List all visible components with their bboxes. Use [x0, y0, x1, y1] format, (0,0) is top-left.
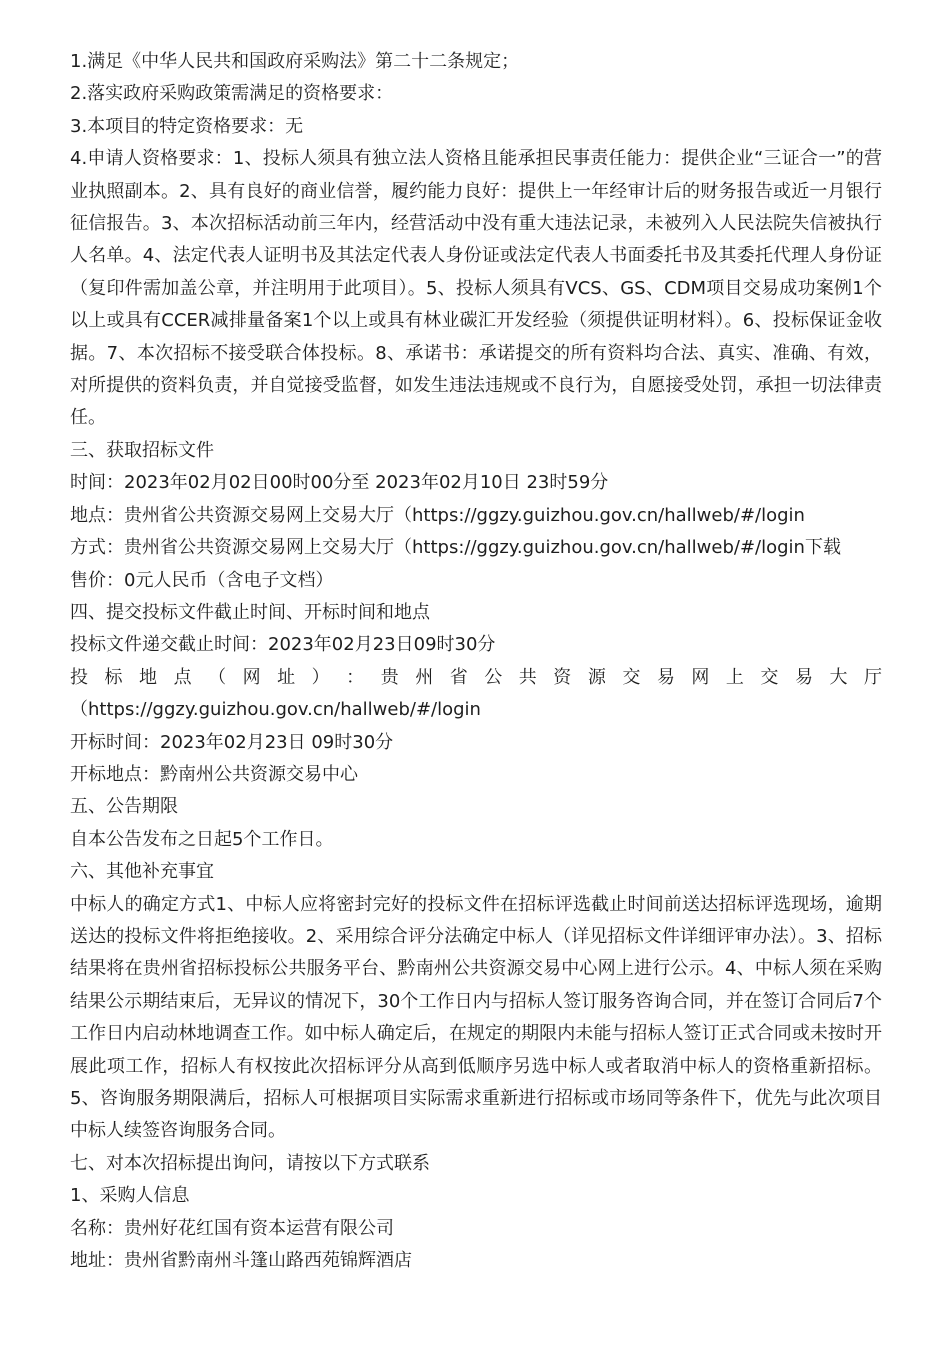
purchaser-address: 地址：贵州省黔南州斗篷山路西苑锦辉酒店 [70, 1250, 412, 1272]
section-4-heading: 四、提交投标文件截止时间、开标时间和地点 [70, 601, 430, 623]
submission-place-line-2: （https://ggzy.guizhou.gov.cn/hallweb/#/login [70, 699, 481, 721]
document-obtain-time: 时间：2023年02月02日00时00分至 2023年02月10日 23时59分 [70, 472, 609, 494]
bid-opening-place: 开标地点：黔南州公共资源交易中心 [70, 763, 358, 785]
section-7-heading: 七、对本次招标提出询问，请按以下方式联系 [70, 1152, 430, 1174]
requirement-item-2: 2.落实政府采购政策需满足的资格要求： [70, 83, 394, 105]
section-5-heading: 五、公告期限 [70, 796, 178, 818]
submission-deadline: 投标文件递交截止时间：2023年02月23日09时30分 [70, 634, 496, 656]
submission-place-line-1: 投 标 地 点 （ 网 址 ） ： 贵 州 省 公 共 资 源 交 易 网 上 交 易 大 厅 [70, 666, 882, 688]
purchaser-info-heading: 1、采购人信息 [70, 1185, 190, 1207]
requirement-item-4: 4.申请人资格要求：1、投标人须具有独立法人资格且能承担民事责任能力：提供企业“三证合一”的营业执照副本。2、具有良好的商业信誉，履约能力良好：提供上一年经审计后的财务报告或近一月银行征信报告。3、本次招标活动前三年内，经营活动中没有重大违法记录，未被列入人民法院失信被执行人名单。4、法定代表人证明书及其法定代表人身份证或法定代表人书面委托书及其委托代理人身份证（复印件需加盖公章，并注明用于此项目）。5、投标人须具有VCS、GS、CDM项目交易成功案例1个以上或具有CCER减排量备案1个以上或具有林业碳汇开发经验（须提供证明材料）。6、投标保证金收据。7、本次招标不接受联合体投标。8、承诺书：承诺提交的所有资料均合法、真实、准确、有效，对所提供的资料负责，并自觉接受监督，如发生违法违规或不良行为，自愿接受处罚，承担一切法律责任。 [70, 148, 882, 429]
requirement-item-1: 1.满足《中华人民共和国政府采购法》第二十二条规定； [70, 51, 520, 72]
section-6-heading: 六、其他补充事宜 [70, 861, 214, 883]
document-page [70, 46, 882, 1277]
document-obtain-method: 方式：贵州省公共资源交易网上交易大厅（https://ggzy.guizhou.gov.cn/hallweb/#/login下载 [70, 537, 841, 559]
purchaser-name: 名称：贵州好花红国有资本运营有限公司 [70, 1217, 394, 1239]
supplementary-matters: 中标人的确定方式1、中标人应将密封完好的投标文件在招标评选截止时间前送达招标评选现场，逾期送达的投标文件将拒绝接收。2、采用综合评分法确定中标人（详见招标文件详细评审办法）。3、招标结果将在贵州省招标投标公共服务平台、黔南州公共资源交易中心网上进行公示。4、中标人须在采购结果公示期结束后，无异议的情况下，30个工作日内与招标人签订服务咨询合同，并在签订合同后7个工作日内启动林地调查工作。如中标人确定后，在规定的期限内未能与招标人签订正式合同或未按时开展此项工作，招标人有权按此次招标评分从高到低顺序另选中标人或者取消中标人的资格重新招标。5、咨询服务期限满后，招标人可根据项目实际需求重新进行招标或市场同等条件下，优先与此次项目中标人续签咨询服务合同。 [70, 893, 882, 1142]
bid-opening-time: 开标时间：2023年02月23日 09时30分 [70, 731, 394, 753]
section-3-heading: 三、获取招标文件 [70, 439, 214, 461]
document-obtain-location: 地点：贵州省公共资源交易网上交易大厅（https://ggzy.guizhou.gov.cn/hallweb/#/login [70, 504, 805, 526]
announcement-period: 自本公告发布之日起5个工作日。 [70, 828, 334, 850]
requirement-item-3: 3.本项目的特定资格要求：无 [70, 115, 304, 137]
document-price: 售价：0元人民币（含电子文档） [70, 569, 334, 591]
